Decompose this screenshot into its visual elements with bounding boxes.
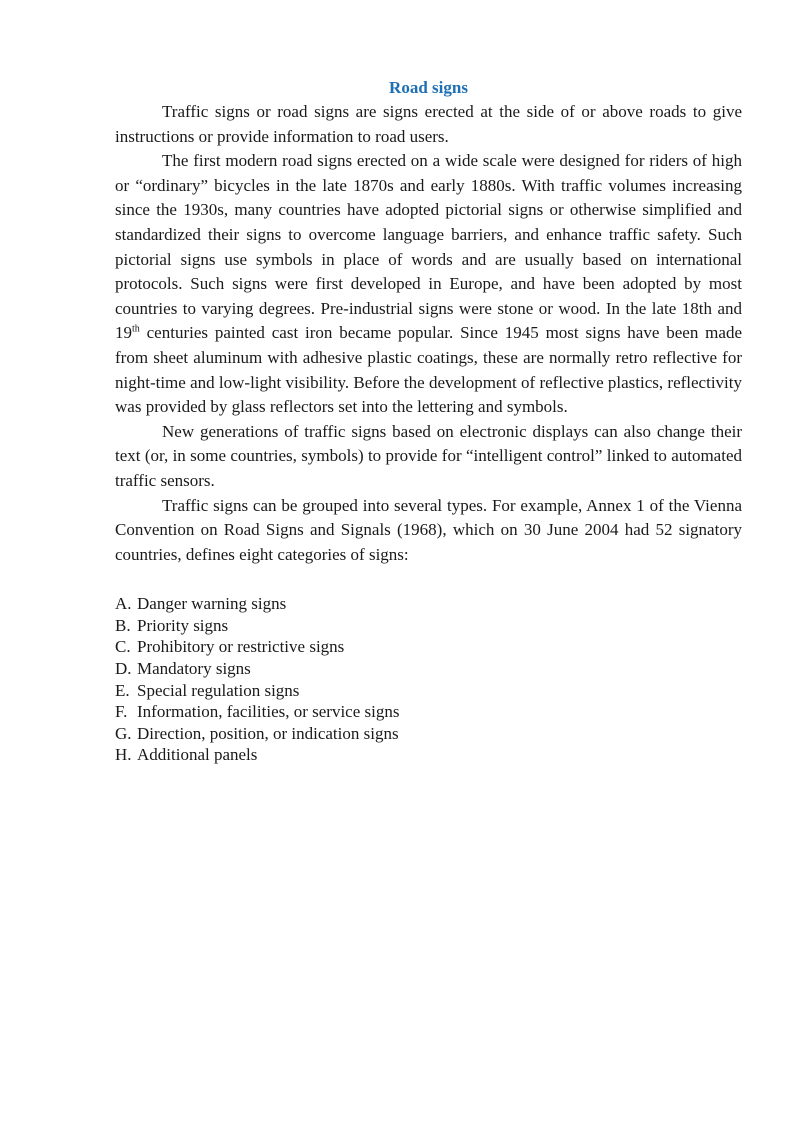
paragraph-electronic-signs: New generations of traffic signs based on electronic displays can also change their text (or, in some countries, symbols) to provide for “intelligent control” linked to automated traffic sensors. [115, 421, 742, 490]
list-item [115, 744, 742, 766]
list-marker: G. [115, 723, 132, 743]
list-marker: H. [115, 745, 132, 765]
list-item-label: Prohibitory or restrictive signs [137, 637, 345, 657]
paragraph-history-part-1: The first modern road signs erected on a wide scale were designed for riders of high or “ordinary” bicycles in the late 1870s and early 1880s. With traffic volumes increasing since the 1930s, many countries have adopted pictorial signs or otherwise simplified and standardized their signs to overcome language barriers, and enhance traffic safety. Such pictorial signs use symbols in place of words and are usually based on international protocols. Such signs were first developed in Europe, and have been adopted by most countries to varying degrees. Pre-industrial signs were stone or wood. In the late 18th and 19 [115, 151, 742, 343]
list-marker: C. [115, 637, 131, 657]
paragraph-history [115, 149, 742, 420]
page-title: Road signs [389, 78, 468, 97]
list-item-label: Direction, position, or indication signs [137, 723, 399, 743]
list-marker: F. [115, 702, 128, 722]
paragraph-categories-intro: Traffic signs can be grouped into several types. For example, Annex 1 of the Vienna Convention on Road Signs and Signals (1968), which on 30 June 2004 had 52 signatory countries, defines eight categories of signs: [115, 495, 742, 564]
list-marker: A. [115, 594, 132, 614]
list-marker: E. [115, 680, 130, 700]
list-marker: B. [115, 615, 131, 635]
ordinal-suffix: th [132, 323, 140, 335]
list-item [115, 680, 742, 702]
list-item-label: Information, facilities, or service signs [137, 702, 400, 722]
list-item [115, 723, 742, 745]
list-item-label: Special regulation signs [137, 680, 300, 700]
list-item-label: Additional panels [137, 745, 258, 765]
list-item [115, 701, 742, 723]
paragraph-history-part-2: centuries painted cast iron became popular. Since 1945 most signs have been made from sheet aluminum with adhesive plastic coatings, these are normally retro reflective for night-time and low-light visibility. Before the development of reflective plastics, reflectivity was provided by glass reflectors set into the lettering and symbols. [115, 323, 742, 417]
list-item-label: Priority signs [137, 615, 229, 635]
list-item [115, 593, 742, 615]
list-marker: D. [115, 659, 132, 679]
list-item-label: Mandatory signs [137, 659, 251, 679]
sign-categories-list [115, 593, 742, 766]
list-item [115, 658, 742, 680]
document-page [115, 75, 742, 766]
list-item [115, 636, 742, 658]
list-item [115, 615, 742, 637]
list-item-label: Danger warning signs [137, 594, 287, 614]
paragraph-definition: Traffic signs or road signs are signs erected at the side of or above roads to give instructions or provide information to road users. [115, 102, 742, 146]
